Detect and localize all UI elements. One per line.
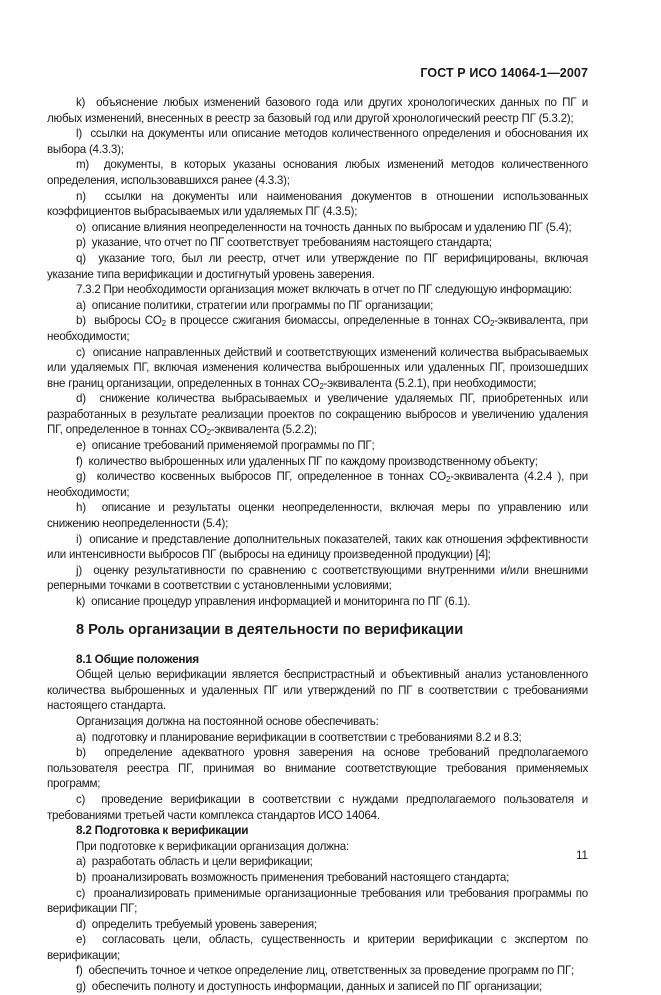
list-item: m) документы, в которых указаны основания любых изменений методов количественного определения, использовавшихся ранее (4.3.3); <box>47 158 588 187</box>
list-item: q) указание того, был ли реестр, отчет или утверждение по ПГ верифицированы, включая указание типа верификации и достигнутый уровень заверения. <box>47 251 588 281</box>
section-8-title: 8 Роль организации в деятельности по верификации <box>76 621 464 638</box>
list-item: d) определить требуемый уровень заверения; <box>76 917 317 931</box>
clause-7-3-2-intro: 7.3.2 При необходимости организация может включать в отчет по ПГ следующую информацию: <box>76 283 572 297</box>
list-item: n) ссылки на документы или наименования документов в отношении использованных коэффициентов выбрасываемых или удаляемых ПГ (4.3.5); <box>47 189 588 219</box>
document-header: ГОСТ Р ИСО 14064-1—2007 <box>420 66 588 80</box>
list-item: e) согласовать цели, область, существенность и критерии верификации с экспертом по верификации; <box>47 933 588 962</box>
page-number: 11 <box>575 849 588 862</box>
list-item: h) описание и результаты оценки неопределенности, включая меры по управлению или снижению неопределенности (5.4); <box>47 501 588 531</box>
list-item: k) описание процедур управления информацией и мониторинга по ПГ (6.1). <box>76 595 471 608</box>
list-item: c) проанализировать применимые организационные требования или требования программы по верификации ПГ; <box>47 886 588 916</box>
list-item: o) описание влияния неопределенности на точность данных по выбросам и удалению ПГ (5.4); <box>76 220 572 234</box>
list-item: l) ссылки на документы или описание методов количественного определения и обоснования их выбора (4.3.3); <box>47 127 588 156</box>
paragraph: Организация должна на постоянной основе обеспечивать: <box>76 714 379 728</box>
paragraph: Общей целью верификации является беспристрастный и объективный анализ установленного количества выброшенных и удаленных ПГ или утверждений по ПГ в соответствии с требованиями настоящего стандарта. <box>47 668 588 713</box>
list-item: c) проведение верификации в соответствии с нуждами предполагаемого пользователя и требованиями третьей части комплекса стандартов ИСО 14064. <box>47 792 588 822</box>
list-item: g) обеспечить полноту и доступность информации, данных и записей по ПГ организации; <box>76 980 542 994</box>
paragraph: При подготовке к верификации организация должна: <box>76 839 349 853</box>
list-item: b) определение адекватного уровня заверения на основе требований предполагаемого пользователя реестра ПГ, принимая во внимание соответствующие требования применяемых программ; <box>47 746 588 791</box>
list-item: f) количество выброшенных или удаленных ПГ по каждому производственному объекту; <box>76 454 538 468</box>
list-item: e) описание требований применяемой программы по ПГ; <box>76 439 375 453</box>
section-8-2-title: 8.2 Подготовка к верификации <box>76 823 249 838</box>
list-item: d) снижение количества выбрасываемых и увеличение удаляемых ПГ, приобретенных или разработанных в результате реализации проектов по сокращению выбросов и увеличению удаления ПГ, определенное в тоннах $CO_2$-эквивалента (5.2.2); <box>47 392 588 438</box>
list-item: i) описание и представление дополнительных показателей, таких как отношения эффективности или интенсивности выбросов ПГ (выбросы на единицу произведенной продукции) [4]; <box>47 532 588 562</box>
list-item: b) проанализировать возможность применения требований настоящего стандарта; <box>76 870 510 884</box>
list-item: j) оценку результативности по сравнению с соответствующими внутренними и/или внешними реперными точками в соответствии с установленными условиями; <box>47 563 588 593</box>
list-item: a) разработать область и цели верификации; <box>76 855 313 869</box>
list-item: a) подготовку и планирование верификации в соответствии с требованиями 8.2 и 8.3; <box>76 730 522 744</box>
list-item: p) указание, что отчет по ПГ соответствует требованиям настоящего стандарта; <box>76 236 492 250</box>
section-8-1-title: 8.1 Общие положения <box>76 651 199 666</box>
list-item: c) описание направленных действий и соответствующих изменений количества выбрасываемых или удаляемых ПГ, включая изменения количества выброшенных или удаленных ПГ, произошедших вне границ организации, определенных в тоннах $CO_2$-эквивалента (5.2.1), при необходимости; <box>47 345 588 391</box>
list-item: b) выбросы $CO_2$ в процессе сжигания биомассы, определенные в тоннах $CO_2$-эквивалента, при необходимости; <box>47 314 588 343</box>
list-item: g) количество косвенных выбросов ПГ, определенное в тоннах $CO_2$-эквивалента (4.2.4 ), при необходимости; <box>47 470 588 499</box>
list-item: f) обеспечить точное и четкое определение лиц, ответственных за проведение программ по ПГ; <box>76 964 574 978</box>
list-item: k) объяснение любых изменений базового года или других хронологических данных по ПГ и любых изменений, внесенных в реестр за базовый год или другой хронологический реестр ПГ (5.3.2); <box>47 96 588 125</box>
list-item: a) описание политики, стратегии или программы по ПГ организации; <box>76 298 434 312</box>
